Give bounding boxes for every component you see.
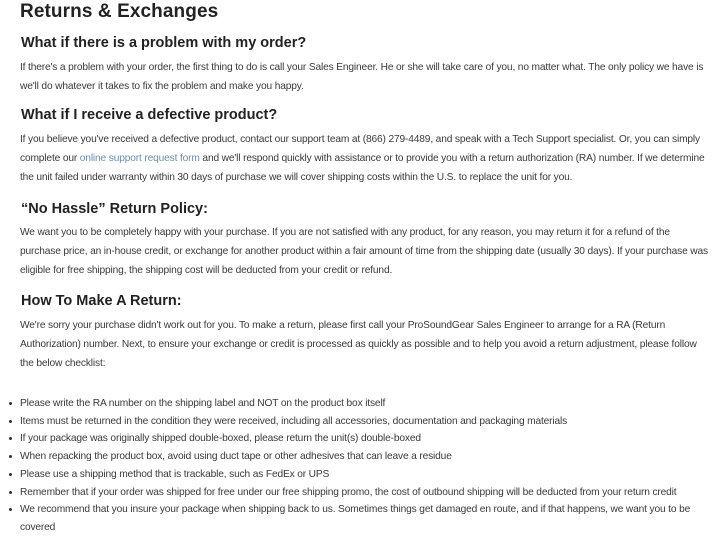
checklist-item-text: Please use a shipping method that is trackable, such as FedEx or UPS [20, 468, 330, 480]
checklist-item-text: We recommend that you insure your package when shipping back to us. Sometimes things get damaged en route, and if that happens, we want you to be covered [20, 504, 691, 533]
bullet-icon [9, 491, 12, 494]
checklist-item [20, 484, 710, 502]
defective-text-after-link: and we'll respond quickly with assistance or to provide you with a return authorization (RA) number. If we determine the unit failed under warranty within 30 days of purchase we will cover shipping costs within the U.S. to replace the unit for you. [20, 153, 705, 183]
bullet-icon [9, 455, 12, 458]
bullet-icon [9, 402, 12, 405]
defective-text-before-link: If you believe you've received a defective product, contact our support team at (866) 279-4489, and speak with a Tech Support specialist. Or, you can simply complete our [20, 134, 700, 164]
section-body-order-problem: If there's a problem with your order, the first thing to do is call your Sales Engineer. He or she will take care of you, no matter what. The only policy we have is we'll do whatever it takes to fix the problem and make you happy. [20, 62, 704, 92]
section-heading-order-problem: What if there is a problem with my order? [21, 35, 307, 51]
checklist-item [20, 430, 710, 448]
checklist-item [20, 448, 710, 466]
section-heading-how-to-return: How To Make A Return: [21, 293, 182, 309]
checklist-item-text: Items must be returned in the condition they were received, including all accessories, documentation and packaging materials [20, 415, 568, 427]
checklist-item [20, 395, 710, 413]
bullet-icon [9, 437, 12, 440]
page-title: Returns & Exchanges [20, 1, 219, 22]
return-checklist [0, 395, 710, 537]
section-body-no-hassle-policy: We want you to be completely happy with your purchase. If you are not satisfied with any product, for any reason, you may return it for a refund of the purchase price, an in-house credit, or exchange for another product within a fair amount of time from the shipping date (usually 30 days). If your purchase was eligible for free shipping, the shipping cost will be deducted from your credit or refund. [20, 227, 708, 276]
checklist-item-text: Please write the RA number on the shipping label and NOT on the product box itself [20, 398, 386, 409]
bullet-icon [9, 420, 12, 423]
checklist-item-text: Remember that if your order was shipped for free under our free shipping promo, the cost of outbound shipping will be deducted from your return credit [20, 486, 677, 498]
checklist-item [20, 466, 710, 484]
online-support-request-form-link[interactable]: online support request form [79, 153, 200, 164]
checklist-item-text: If your package was originally shipped double-boxed, please return the unit(s) double-boxed [20, 433, 421, 445]
section-heading-no-hassle-policy: “No Hassle” Return Policy: [21, 201, 208, 217]
bullet-icon [9, 508, 12, 511]
section-body-how-to-return: We're sorry your purchase didn't work out for you. To make a return, please first call your ProSoundGear Sales Engineer to arrange for a RA (Return Authorization) number. Next, to ensure your exchange or credit is processed as quickly as possible and to help you avoid a return adjustment, please follow the below checklist: [20, 320, 697, 369]
section-body-defective-product [20, 130, 710, 187]
bullet-icon [9, 473, 12, 476]
section-heading-defective-product: What if I receive a defective product? [21, 107, 278, 123]
checklist-item [20, 501, 710, 536]
checklist-item [20, 413, 710, 431]
checklist-item-text: When repacking the product box, avoid using duct tape or other adhesives that can leave a residue [20, 451, 452, 463]
